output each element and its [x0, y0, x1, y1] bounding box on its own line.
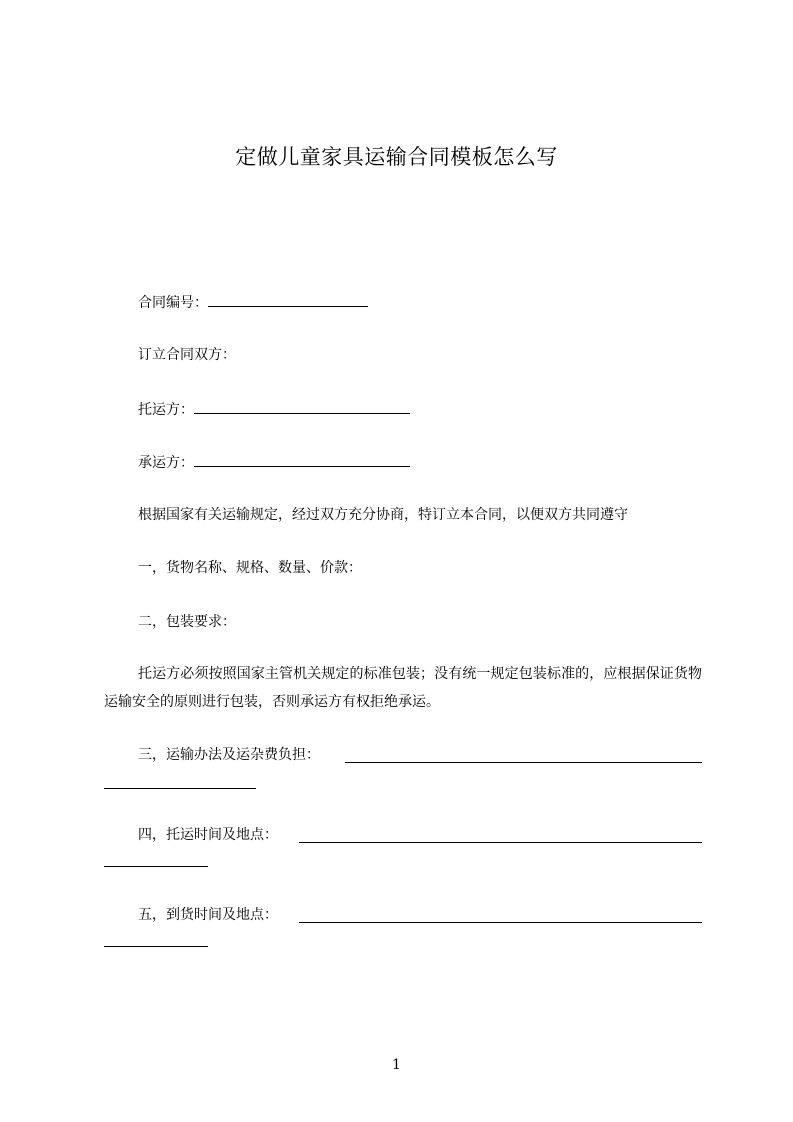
- parties-label: 订立合同双方：: [138, 347, 236, 363]
- clause-4-blank: [299, 842, 702, 843]
- carrier-blank: [194, 452, 410, 467]
- contract-number-label: 合同编号：: [138, 295, 208, 311]
- shipper-blank: [194, 399, 410, 414]
- contract-number-row: [138, 292, 368, 313]
- page-number: 1: [392, 1057, 401, 1073]
- preamble: 根据国家有关运输规定，经过双方充分协商，特订立本合同，以便双方共同遵守: [138, 507, 628, 523]
- clause-2-body: 托运方必须按照国家主管机关规定的标准包装；没有统一规定包装标准的，应根据保证货物运输安全的原则进行包装，否则承运方有权拒绝承运。: [104, 666, 702, 710]
- clause-5-blank-continued: [104, 946, 208, 947]
- shipper-label: 托运方：: [138, 402, 194, 418]
- clause-5-blank: [299, 922, 702, 923]
- clause-5-label: 五，到货时间及地点：: [138, 907, 278, 923]
- clause-3-blank: [345, 762, 702, 763]
- carrier-row: [138, 452, 410, 473]
- clause-2: 二，包装要求：: [138, 614, 236, 630]
- clause-3-blank-continued: [104, 788, 256, 789]
- clause-3-label: 三，运输办法及运杂费负担：: [138, 747, 320, 763]
- clause-1: 一，货物名称、规格、数量、价款：: [138, 560, 362, 576]
- clause-4-label: 四，托运时间及地点：: [138, 827, 278, 843]
- contract-number-blank: [208, 292, 368, 307]
- carrier-label: 承运方：: [138, 455, 194, 471]
- clause-4-blank-continued: [104, 866, 208, 867]
- shipper-row: [138, 399, 410, 420]
- document-title: 定做儿童家具运输合同模板怎么写: [235, 145, 558, 169]
